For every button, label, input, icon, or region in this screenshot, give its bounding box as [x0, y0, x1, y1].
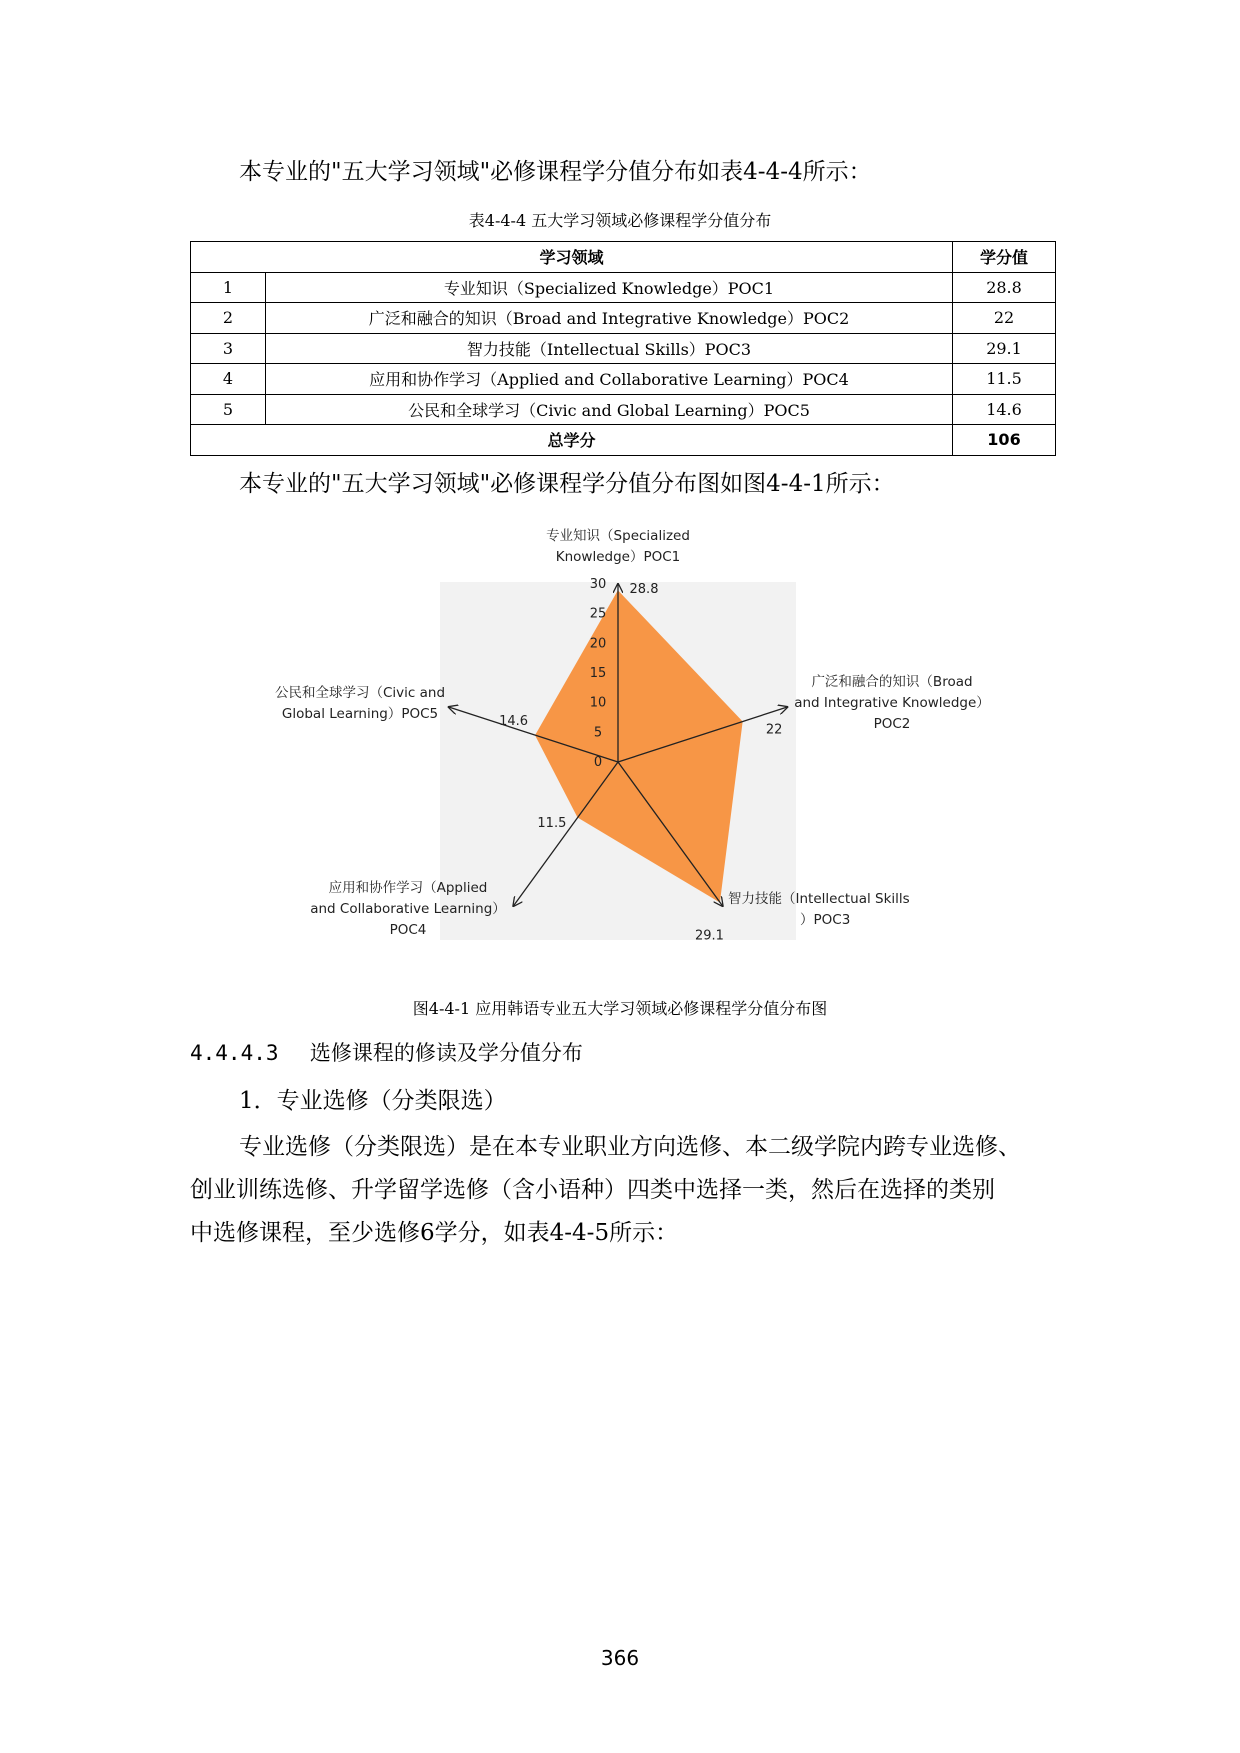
row-area: 广泛和融合的知识（Broad and Integrative Knowledge）POC2 [266, 303, 953, 334]
table-total-row [191, 425, 1056, 456]
tick-label: 20 [589, 636, 607, 652]
table-caption: 表4-4-4 五大学习领域必修课程学分值分布 [468, 211, 772, 230]
category-label: POC4 [389, 922, 427, 938]
row-credit: 28.8 [953, 272, 1056, 303]
total-label: 总学分 [191, 425, 953, 456]
table-intro-text: 本专业的"五大学习领域"必修课程学分值分布如表4-4-4所示： [239, 159, 872, 185]
data-label: 14.6 [499, 714, 529, 730]
section-title: 选修课程的修读及学分值分布 [309, 1041, 583, 1065]
tick-label: 25 [589, 606, 607, 622]
table-row [191, 333, 1056, 364]
data-label: 28.8 [629, 582, 659, 598]
header-credit: 学分值 [953, 242, 1056, 273]
category-label: and Integrative Knowledge） [794, 695, 990, 711]
row-area: 专业知识（Specialized Knowledge）POC1 [266, 272, 953, 303]
tick-label: 0 [593, 755, 603, 770]
category-label: and Collaborative Learning） [310, 901, 506, 917]
tick-label: 15 [589, 666, 607, 681]
subsection-heading: 1．专业选修（分类限选） [239, 1088, 507, 1114]
chart-intro-text: 本专业的"五大学习领域"必修课程学分值分布图如图4-4-1所示： [239, 471, 895, 497]
row-number: 2 [191, 303, 266, 334]
row-credit: 22 [953, 303, 1056, 334]
row-credit: 11.5 [953, 364, 1056, 395]
category-label: Knowledge）POC1 [555, 549, 681, 565]
row-credit: 14.6 [953, 394, 1056, 425]
row-number: 1 [191, 272, 266, 303]
row-area: 应用和协作学习（Applied and Collaborative Learning）POC4 [266, 364, 953, 395]
row-number: 4 [191, 364, 266, 395]
data-label: 11.5 [537, 816, 567, 832]
body-line: 中选修课程，至少选修6学分，如表4-4-5所示： [190, 1220, 679, 1246]
credit-table [190, 241, 1056, 456]
tick-label: 30 [589, 577, 607, 592]
row-area: 智力技能（Intellectual Skills）POC3 [266, 333, 953, 364]
table-row [191, 394, 1056, 425]
total-value: 106 [953, 425, 1056, 456]
table-row [191, 364, 1056, 395]
category-label: POC2 [873, 716, 911, 732]
section-number: 4.4.4.3 [190, 1041, 279, 1065]
category-label: 智力技能（Intellectual Skills [728, 891, 910, 907]
body-paragraph [190, 1126, 1070, 1255]
data-label: 22 [765, 722, 783, 738]
body-line: 专业选修（分类限选）是在本专业职业方向选修、本二级学院内跨专业选修、 [239, 1134, 1021, 1160]
category-label: 专业知识（Specialized [546, 528, 690, 544]
header-area: 学习领域 [191, 242, 953, 273]
category-label: 应用和协作学习（Applied [328, 880, 488, 896]
category-label: 广泛和融合的知识（Broad [811, 674, 973, 690]
table-header-row [191, 242, 1056, 273]
category-label: 公民和全球学习（Civic and [274, 685, 446, 701]
tick-label: 5 [593, 725, 603, 741]
radar-chart [0, 520, 1240, 980]
table-row [191, 272, 1056, 303]
category-label: Global Learning）POC5 [281, 706, 439, 722]
category-label: ）POC3 [800, 912, 851, 928]
table-row [191, 303, 1056, 334]
row-number: 5 [191, 394, 266, 425]
data-label: 29.1 [695, 928, 724, 944]
page-number: 366 [600, 1646, 640, 1670]
row-area: 公民和全球学习（Civic and Global Learning）POC5 [266, 394, 953, 425]
tick-label: 10 [589, 695, 607, 711]
row-credit: 29.1 [953, 333, 1056, 364]
section-heading [190, 1037, 583, 1067]
body-line: 创业训练选修、升学留学选修（含小语种）四类中选择一类，然后在选择的类别 [190, 1177, 995, 1203]
figure-caption: 图4-4-1 应用韩语专业五大学习领域必修课程学分值分布图 [412, 999, 828, 1018]
row-number: 3 [191, 333, 266, 364]
